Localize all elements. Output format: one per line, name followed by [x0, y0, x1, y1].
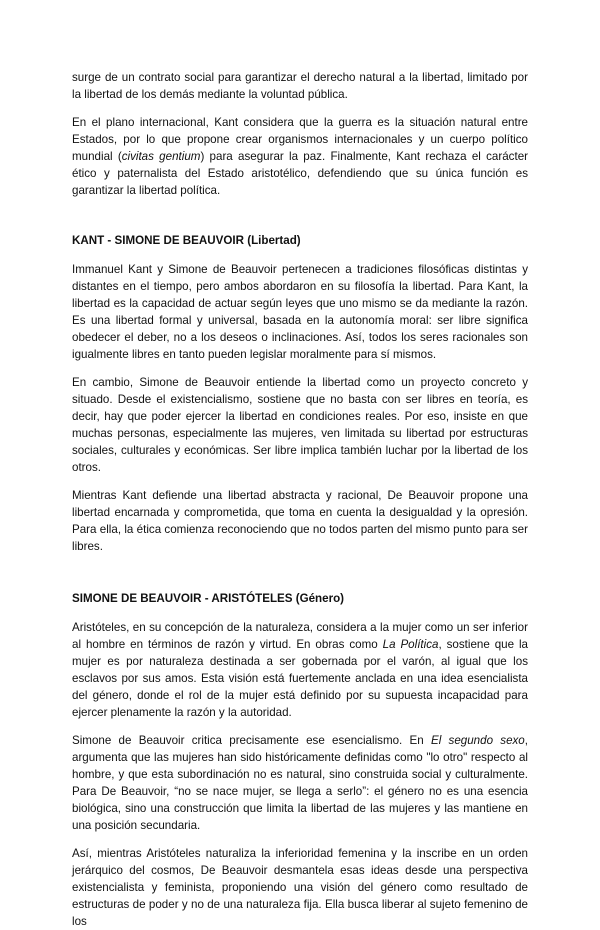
section2-paragraph-2: Simone de Beauvoir critica precisamente ese esencialismo. En El segundo sexo, argumenta que las mujeres han sido históricamente definidas como "lo otro" respecto al hombre, y que esta subordinación no es natural, sino construida social y culturalmente. Para De Beauvoir, “no se nace mujer, se llega a serlo”: el género no es una esencia biológica, sino una construcción que limita la libertad de las mujeres y las mantiene en una posición secundaria.	[72, 734, 528, 832]
intro-paragraph-1: surge de un contrato social para garantizar el derecho natural a la libertad, limitado por la libertad de los demás mediante la voluntad pública.	[72, 71, 528, 101]
section1-paragraph-3: Mientras Kant defiende una libertad abstracta y racional, De Beauvoir propone una libertad encarnada y comprometida, que toma en cuenta la desigualdad y la opresión. Para ella, la ética comienza reconociendo que no todos parten del mismo punto para ser libres.	[72, 489, 528, 553]
section-heading-kant-beauvoir: KANT - SIMONE DE BEAUVOIR (Libertad)	[72, 234, 301, 247]
section2-paragraph-3: Así, mientras Aristóteles naturaliza la inferioridad femenina y la inscribe en un orden jerárquico del cosmos, De Beauvoir desmantela esas ideas desde una perspectiva existencialista y feminista, proponiendo una visión del género como resultado de estructuras de poder y no de una naturaleza fija. Ella busca liberar al sujeto femenino de los	[72, 847, 528, 928]
section1-paragraph-2: En cambio, Simone de Beauvoir entiende la libertad como un proyecto concreto y situado. Desde el existencialismo, sostiene que no basta con ser libres en teoría, es decir, hay que poder ejercer la libertad en condiciones reales. Por eso, insiste en que muchas personas, especialmente las mujeres, ven limitada su libertad por estructuras sociales, culturales y económicas. Ser libre implica también luchar por la libertad de los otros.	[72, 376, 528, 474]
book-title-el-segundo-sexo: El segundo sexo	[430, 734, 525, 747]
section2-paragraph-1: Aristóteles, en su concepción de la naturaleza, considera a la mujer como un ser inferior al hombre en términos de razón y virtud. En obras como La Política, sostiene que la mujer es por naturaleza destinada a ser gobernada por el varón, al igual que los esclavos por sus amos. Esta visión está fuertemente anclada en una idea esencialista del género, donde el rol de la mujer está definido por su supuesta incapacidad para ejercer plenamente la razón y la autoridad.	[72, 621, 529, 719]
latin-term: civitas gentium	[121, 150, 201, 163]
section-heading-beauvoir-aristoteles: SIMONE DE BEAUVOIR - ARISTÓTELES (Género)	[72, 592, 345, 605]
section1-paragraph-1: Immanuel Kant y Simone de Beauvoir pertenecen a tradiciones filosóficas distintas y distantes en el tiempo, pero ambos abordaron en su filosofía la libertad. Para Kant, la libertad es la capacidad de actuar según leyes que uno mismo se da mediante la razón. Es una libertad formal y universal, basada en la autonomía moral: ser libre significa obedecer el deber, no a los deseos o inclinaciones. Así, todos los seres racionales son igualmente libres en tanto pueden legislar moralmente para sí mismos.	[72, 263, 528, 361]
book-title-la-politica: La Política	[382, 638, 439, 651]
intro-paragraph-2: En el plano internacional, Kant considera que la guerra es la situación natural entre Estados, por lo que propone crear organismos internacionales y un cuerpo político mundial (civitas gentium) para asegurar la paz. Finalmente, Kant rechaza el carácter ético y paternalista del Estado aristotélico, defendiendo que su única función es garantizar la libertad política.	[72, 116, 529, 197]
